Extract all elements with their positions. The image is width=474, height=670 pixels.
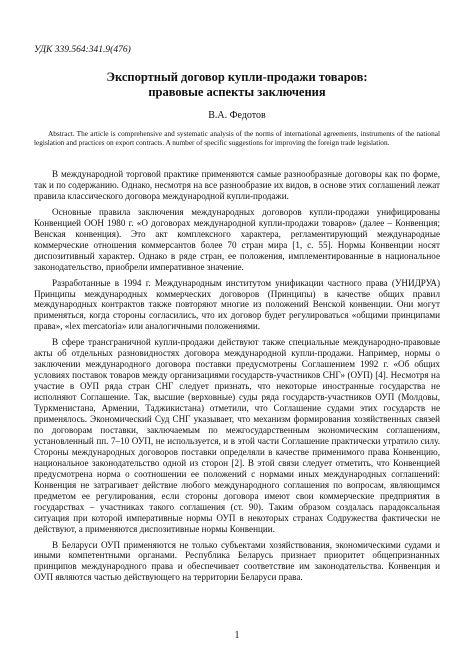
udk-code: УДК 339.564:341.9(476) [34, 45, 131, 55]
article-body [34, 169, 440, 588]
body-paragraph: Основные правила заключения международных договоров купли-продажи унифицированы Конвенцией ООН 1980 г. «О договорах международной купли-продажи товаров» (далее – Конвенция; Венская конвенция). Это акт комплексного характера, регламентирующий международные коммерческие отношения коммерсантов более 70 стран мира [1, с. 55]. Нормы Конвенции носят диспозитивный характер. Однако в ряде стран, ее положения, имплементированные в национальное законодательство, приобрели императивное значение. [34, 206, 440, 272]
body-paragraph: В сфере трансграничной купли-продажи действуют также специальные международно-правовые акты об отдельных разновидностях договора международной купли-продажи. Например, нормы о заключении международного договора поставки предусмотрены Соглашением 1992 г. «Об общих условиях поставок товаров между организациями государств-участников СНГ» (ОУП) [4]. Несмотря на участие в ОУП ряда стран СНГ следует признать, что некоторые иностранные государства не исполняют Соглашение. Так, высшие (верховные) суды ряда государств-участников ОУП (Молдовы, Туркменистана, Армении, Таджикистана) отметили, что Соглашение судами этих государств не применялось. Экономический Суд СНГ указывает, что механизм формирования хозяйственных связей по договорам поставки, заключаемым по межгосударственным экономическим соглашениям, установленный пп. 7–10 ОУП, не используется, и в этой части Соглашение практически утратило силу. Стороны международных договоров поставки определяли в качестве применимого права Конвенцию, национальное законодательство одной из сторон [2]. В этой связи следует отметить, что Конвенцией предусмотрена норма о соотношении ее положений с нормами иных международных соглашений: Конвенция не затрагивает действие любого международного соглашения по вопросам, являющимся предметом ее регулирования, если стороны договора имеют свои коммерческие предприятия в государствах – участниках такого соглашения (ст. 90). Таким образом создалась парадоксальная ситуация при которой императивные нормы ОУП в некоторых странах Содружества фактически не действуют, а применяются диспозитивные нормы Конвенции. [34, 337, 440, 534]
body-paragraph: В Беларуси ОУП применяются не только субъектами хозяйствования, экономическими судами и иными компетентными органами. Республика Беларусь признает приоритет общепризнанных принципов международного права и обеспечивает соответствие им законодательства. Конвенция и ОУП являются частью действующего на территории Беларуси права. [34, 539, 440, 583]
abstract-text: Abstract. The article is comprehensive and systematic analysis of the norms of international agreements, instruments of the national legislation and practices on export contracts. A number of specific suggestions for improving the foreign trade legislation. [34, 129, 440, 147]
body-paragraph: В международной торговой практике применяются самые разнообразные договоры как по форме, так и по содержанию. Однако, несмотря на все разнообразие их видов, в основе этих соглашений лежат правила классического договора международной купли-продажи. [34, 169, 440, 201]
page-number: 1 [234, 630, 240, 641]
body-paragraph: Разработанные в 1994 г. Международным институтом унификации частного права (УНИДРУА) Принципы международных коммерческих договоров (Принципы) в качестве общих правил международных контрактов также повторяют многие из положений Венской конвенции. Они могут применяться, когда стороны согласились, что их договор будет регулироваться «общими принципами права», «lex mercatoria» или аналогичными положениями. [34, 277, 440, 332]
article-title-line-1: Экспортный договор купли-продажи товаров: [106, 70, 368, 84]
article-title-line-2: правовые аспекты заключения [148, 85, 326, 99]
abstract [34, 130, 440, 148]
article-author: В.А. Федотов [208, 110, 266, 121]
